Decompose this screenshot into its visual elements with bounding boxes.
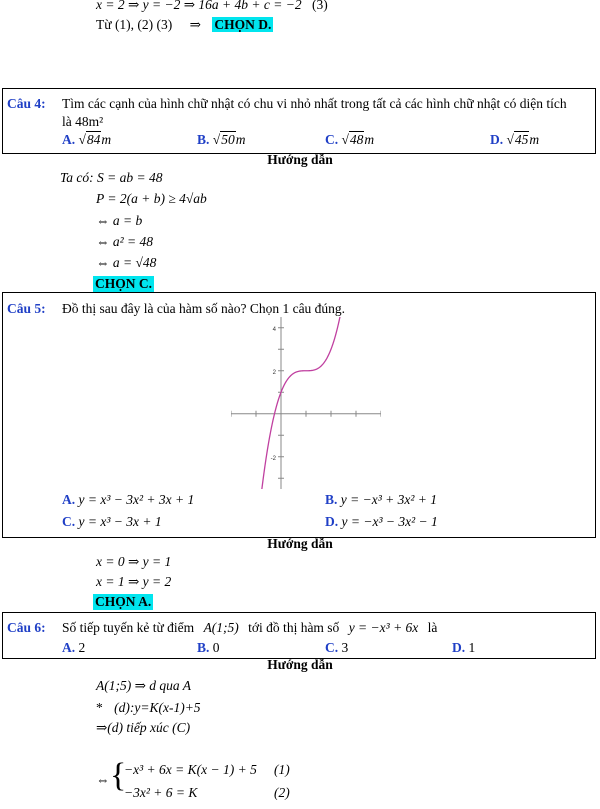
question-6-text: Số tiếp tuyến kẻ từ điểm A(1;5) tới đồ thị hàm số y = −x³ + 6x là	[62, 620, 438, 635]
question-6-solution-2: * (d):y=K(x-1)+5	[96, 700, 201, 715]
top-arrow: ⇒	[189, 17, 201, 32]
system-brace: {	[110, 757, 127, 794]
question-6-system-eq-1-number: (1)	[274, 762, 290, 777]
question-6-system-eq-1: −x³ + 6x = K(x − 1) + 5	[124, 762, 257, 777]
question-5-box	[2, 292, 596, 538]
question-6-guide-heading: Hướng dẫn	[267, 657, 333, 672]
question-4-text: Tìm các cạnh của hình chữ nhật có chu vi nhỏ nhất trong tất cả các hình chữ nhật có diện tích	[62, 96, 567, 111]
top-equation: x = 2 ⇒ y = −2 ⇒ 16a + 4b + c = −2	[96, 0, 302, 12]
question-4-option-a: A. √84m	[62, 132, 112, 147]
y-tick-label: 2	[272, 369, 276, 376]
question-6-label: Câu 6:	[7, 620, 46, 635]
question-4-box	[2, 88, 596, 154]
question-4-solution-0: Ta có: S = ab = 48	[60, 170, 163, 185]
question-4-solution-1: P = 2(a + b) ≥ 4√ab	[96, 191, 207, 206]
top-conclusion	[96, 17, 273, 33]
question-6-option-d: D. 1	[452, 640, 476, 655]
question-4-option-c: C. √48m	[325, 132, 375, 147]
question-6-option-a: A. 2	[62, 640, 86, 655]
question-5-option-d: D. y = −x³ − 3x² − 1	[325, 514, 438, 529]
y-tick-label: -2	[270, 455, 276, 462]
function-graph	[231, 317, 381, 489]
question-4-choose-badge: CHỌN C.	[95, 276, 152, 291]
question-5-solution-2: x = 1 ⇒ y = 2	[96, 574, 172, 589]
question-6-system-equivalence: ⇔	[96, 772, 110, 787]
question-4-solution-3: ⇔ a² = 48	[96, 234, 154, 249]
question-4-solution-2: ⇔ a = b	[96, 213, 143, 228]
question-4-text-2: là 48m²	[62, 114, 104, 129]
question-6-system-eq-2-number: (2)	[274, 785, 290, 800]
question-4-label: Câu 4:	[7, 96, 46, 111]
y-tick-label: 4	[272, 326, 276, 333]
question-5-choose-badge: CHỌN A.	[95, 594, 152, 609]
question-5-option-c: C. y = x³ − 3x + 1	[62, 514, 162, 529]
question-5-label: Câu 5:	[7, 301, 46, 316]
function-curve-0	[262, 317, 341, 489]
question-4-solution-4: ⇔ a = √48	[96, 255, 157, 270]
question-6-option-b: B. 0	[197, 640, 220, 655]
top-choose-badge: CHỌN D.	[214, 17, 272, 32]
question-6-system-eq-2: −3x² + 6 = K	[124, 785, 198, 800]
question-6-solution-3: ⇒(d) tiếp xúc (C)	[96, 720, 191, 735]
question-4-option-b: B. √50m	[197, 132, 246, 147]
question-5-option-a: A. y = x³ − 3x² + 3x + 1	[62, 492, 195, 507]
question-5-text: Đồ thị sau đây là của hàm số nào? Chọn 1 câu đúng.	[62, 301, 346, 316]
question-6-box	[2, 612, 596, 659]
question-6-option-c: C. 3	[325, 640, 349, 655]
question-4-guide-heading: Hướng dẫn	[267, 152, 333, 167]
question-4-option-d: D. √45m	[490, 132, 540, 147]
question-6-solution-1: A(1;5) ⇒ d qua A	[96, 678, 192, 693]
question-5-solution-1: x = 0 ⇒ y = 1	[96, 554, 172, 569]
top-equation-number: (3)	[312, 0, 328, 12]
question-5-option-b: B. y = −x³ + 3x² + 1	[325, 492, 438, 507]
top-conclusion-text: Từ (1), (2) (3)	[96, 17, 173, 32]
question-5-guide-heading: Hướng dẫn	[267, 536, 333, 551]
